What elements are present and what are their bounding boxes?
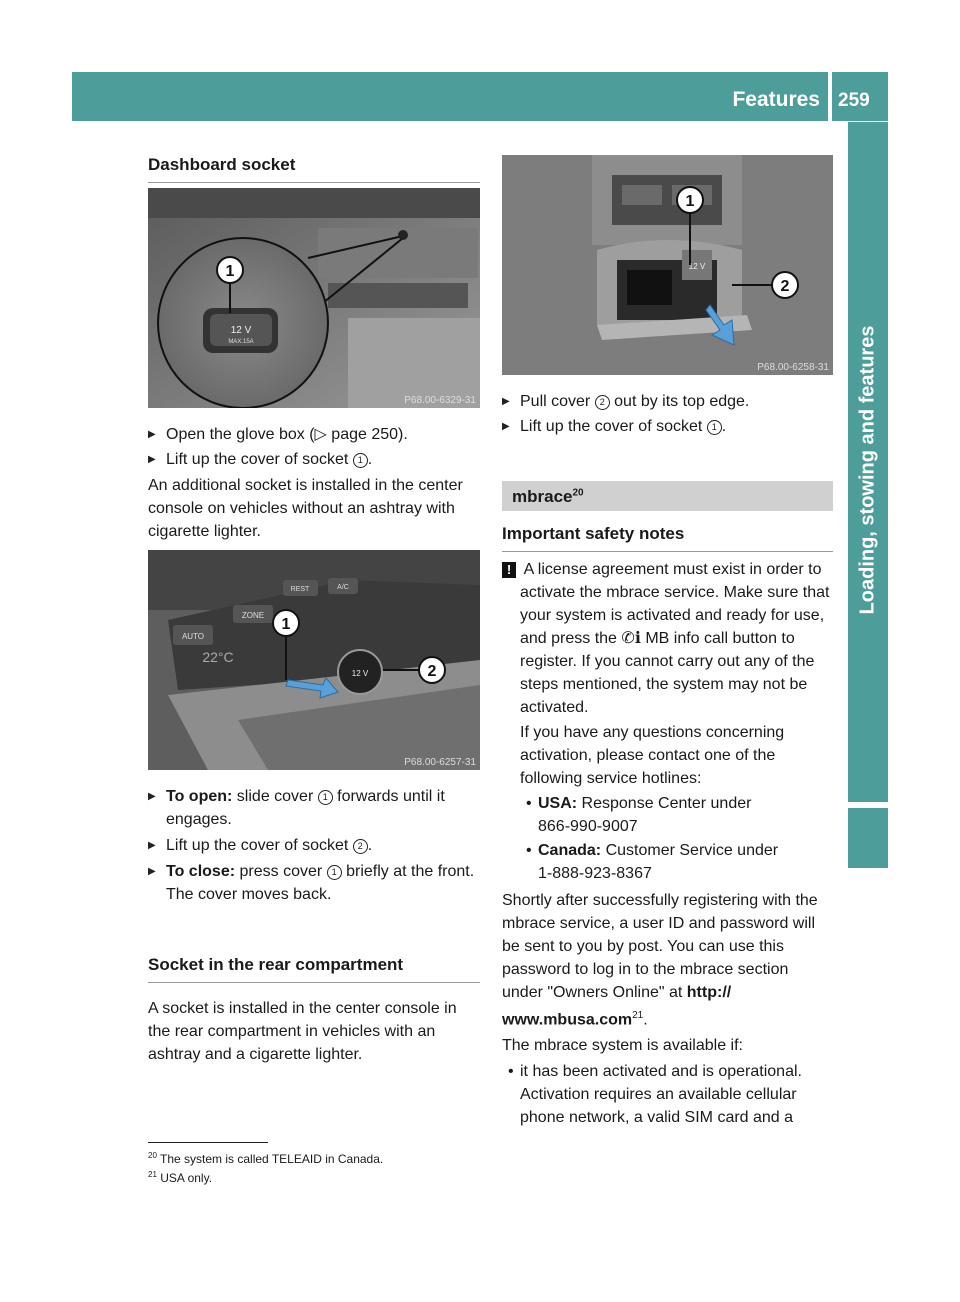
callout-2: 2	[353, 839, 368, 854]
svg-text:22°C: 22°C	[202, 649, 234, 665]
warning-paragraph: ! A license agreement must exist in order to activate the mbrace service. Make sure that your system is activated and ready for use, and press the ✆ℹ MB info call button to register. If you cannot carry out any of the steps mentioned, the system may not be activated.	[502, 558, 833, 719]
section-title-mbrace: mbrace$^{20}$	[512, 487, 584, 506]
side-tab-marker	[848, 808, 888, 868]
side-tab-label: Loading, stowing and features	[856, 325, 879, 615]
side-tab-label-box	[848, 140, 888, 800]
steps-dashboard	[148, 423, 480, 543]
callout-1: 1	[353, 453, 368, 468]
section-rule	[502, 551, 833, 552]
figure-dashboard-socket	[148, 188, 480, 408]
svg-text:2: 2	[780, 278, 790, 295]
section-safety-notes	[502, 524, 833, 552]
section-rear-socket	[148, 955, 480, 1066]
steps-center-console	[148, 785, 480, 906]
warning-hotlines-intro: If you have any questions concerning activation, please contact one of the following service hotlines:	[520, 724, 785, 787]
svg-text:2: 2	[427, 663, 437, 680]
phone-info-icon: ✆ℹ	[621, 630, 641, 647]
socket-label-12v: 12 V	[230, 325, 252, 336]
section-title-rear-socket: Socket in the rear compartment	[148, 955, 404, 974]
step-lift-cover-2: ▶ Lift up the cover of socket 2 .	[148, 834, 480, 857]
step-to-open: ▶ To open: slide cover 1 forwards until it engages.	[148, 785, 480, 831]
svg-text:1: 1	[281, 616, 291, 633]
para-registration: Shortly after successfully registering with the mbrace service, a user ID and password will be sent to you by post. You can use this password to log in to the mbrace section under "Owners Online" at http:// www.mbusa.com$^{21}$.	[502, 892, 818, 1029]
figure-center-console-socket	[148, 550, 480, 770]
warning-block	[502, 558, 833, 1129]
figure-rear-socket	[502, 155, 833, 375]
figure-code: P68.00-6329-31	[404, 395, 476, 406]
step-pull-cover: ▶ Pull cover 2 out by its top edge.	[502, 390, 833, 413]
mbusa-link[interactable]: http:// www.mbusa.com	[502, 984, 732, 1029]
svg-text:AUTO: AUTO	[181, 632, 205, 641]
figure-code: P68.00-6258-31	[757, 362, 829, 373]
footnote-rule	[148, 1142, 268, 1143]
footnote-ref-20: 20	[572, 487, 584, 499]
svg-text:1: 1	[225, 263, 235, 280]
hotline-list	[502, 792, 833, 885]
page-ref-arrow-icon: ▷	[314, 426, 327, 443]
warning-icon: !	[502, 562, 516, 578]
para-additional-socket: An additional socket is installed in the center console on vehicles without an ashtray with cigarette lighter.	[148, 477, 463, 540]
section-rule	[148, 182, 480, 183]
footnote-21: $^{21}$ USA only.	[148, 1170, 213, 1185]
callout-1: 1	[327, 865, 342, 880]
svg-text:ZONE: ZONE	[241, 611, 265, 620]
steps-rear	[502, 390, 833, 438]
svg-text:12 V: 12 V	[688, 262, 706, 271]
section-title-safety: Important safety notes	[502, 524, 685, 543]
step-lift-cover-rear: ▶ Lift up the cover of socket 1 .	[502, 415, 833, 438]
section-title-dashboard-socket: Dashboard socket	[148, 155, 296, 174]
section-dashboard-socket	[148, 155, 480, 183]
page-title: Features	[732, 88, 820, 111]
para-availability: The mbrace system is available if:	[502, 1037, 743, 1055]
callout-2: 2	[595, 395, 610, 410]
footnote-20: $^{20}$ The system is called TELEAID in Canada.	[148, 1151, 384, 1166]
svg-text:1: 1	[685, 193, 695, 210]
callout-1: 1	[318, 790, 333, 805]
header-separator	[828, 72, 832, 121]
svg-text:REST: REST	[290, 586, 310, 593]
figure-code: P68.00-6257-31	[404, 757, 476, 768]
callout-1: 1	[707, 420, 722, 435]
section-rule	[148, 982, 480, 983]
step-lift-cover: ▶ Lift up the cover of socket 1 .	[148, 448, 480, 471]
step-to-close: ▶ To close: press cover 1 briefly at the front. The cover moves back.	[148, 860, 480, 906]
hotline-canada: • Canada: Customer Service under 1-888-923-8367	[520, 839, 833, 885]
footnote-ref-21: 21	[632, 1010, 644, 1021]
availability-bullet: • it has been activated and is operational. Activation requires an available cellular phone network, a valid SIM card and a	[502, 1060, 833, 1129]
svg-text:12 V: 12 V	[351, 669, 369, 678]
step-open-glove-box: ▶ Open the glove box (▷ page 250).	[148, 423, 480, 446]
svg-text:A/C: A/C	[337, 584, 349, 591]
para-rear-socket: A socket is installed in the center console in the rear compartment in vehicles with an ashtray and a cigarette lighter.	[148, 1000, 457, 1063]
hotline-usa: • USA: Response Center under 866-990-9007	[520, 792, 833, 838]
socket-label-max: MAX.15A	[228, 339, 254, 345]
page-number: 259	[838, 90, 870, 111]
